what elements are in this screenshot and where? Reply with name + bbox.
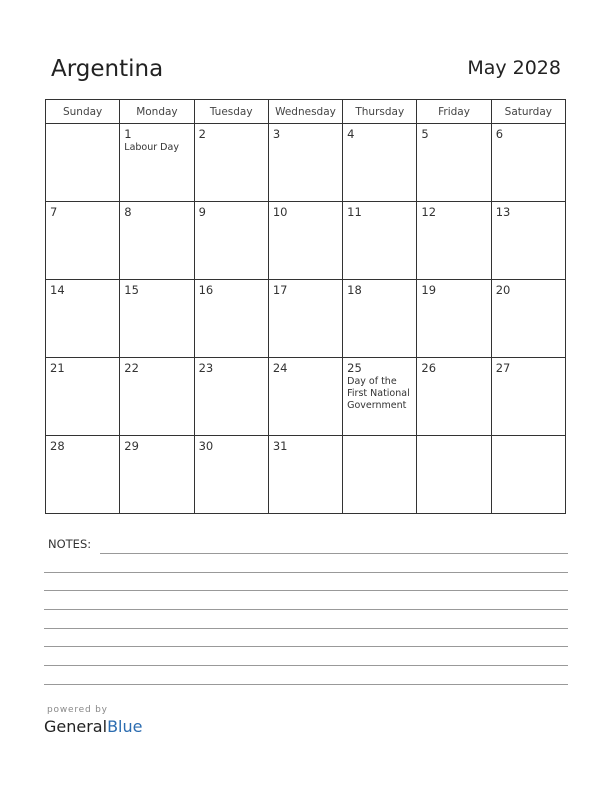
day-number: 28: [50, 439, 65, 453]
day-cell: [46, 436, 120, 514]
notes-line: [44, 665, 568, 666]
day-number: 12: [421, 205, 437, 219]
day-number: 27: [495, 361, 511, 375]
day-cell: [46, 280, 120, 358]
day-number: 8: [124, 205, 132, 219]
day-number: 2: [198, 127, 206, 141]
week-row: [46, 124, 566, 202]
notes-line: [44, 590, 568, 591]
day-number: 14: [50, 283, 65, 297]
weekday-saturday: Saturday: [491, 100, 565, 124]
week-row: [46, 202, 566, 280]
holiday-label: Labour Day: [124, 142, 179, 153]
day-number: 5: [421, 127, 429, 141]
day-cell: [120, 202, 194, 280]
day-cell: [120, 358, 194, 436]
day-cell: [343, 436, 417, 514]
weekday-tuesday: Tuesday: [194, 100, 268, 124]
day-cell: [491, 280, 565, 358]
day-cell: [491, 436, 565, 514]
day-number: 22: [124, 361, 139, 375]
day-cell: [491, 358, 565, 436]
day-number: 7: [50, 205, 58, 219]
notes-line: [100, 553, 568, 554]
day-cell: [46, 358, 120, 436]
day-number: 17: [272, 283, 288, 297]
day-number: 26: [421, 361, 437, 375]
day-number: 1: [124, 127, 132, 141]
brand-general-text: General: [44, 717, 108, 736]
notes-line: [44, 628, 568, 629]
day-cell: [417, 124, 491, 202]
day-cell: [343, 124, 417, 202]
day-cell: [194, 280, 268, 358]
day-number: 25: [347, 361, 362, 375]
week-row: [46, 358, 566, 436]
day-number: 24: [272, 361, 288, 375]
day-cell: [417, 358, 491, 436]
day-cell: [268, 202, 342, 280]
day-number: 6: [495, 127, 504, 141]
day-number: 29: [124, 439, 139, 453]
day-number: 4: [347, 127, 355, 141]
day-cell: [417, 280, 491, 358]
day-cell: [46, 124, 120, 202]
day-cell: [120, 280, 194, 358]
brand-blue-text: Blue: [107, 717, 143, 736]
weekday-header-row: [46, 100, 566, 124]
weekday-friday: Friday: [417, 100, 491, 124]
week-row: [46, 280, 566, 358]
day-cell: [491, 202, 565, 280]
holiday-label: Day of the First National Government: [347, 376, 410, 411]
day-cell: [194, 202, 268, 280]
day-cell: [343, 202, 417, 280]
generalblue-logo: [44, 717, 142, 736]
weekday-sunday: Sunday: [46, 100, 120, 124]
day-cell: [268, 124, 342, 202]
month-year-title: May 2028: [467, 57, 561, 79]
day-cell: [194, 124, 268, 202]
day-cell: [343, 358, 417, 436]
day-number: 30: [198, 439, 214, 453]
day-cell: [194, 358, 268, 436]
notes-line: [44, 684, 568, 685]
weekday-thursday: Thursday: [343, 100, 417, 124]
weekday-wednesday: Wednesday: [268, 100, 342, 124]
day-number: 9: [198, 205, 206, 219]
day-cell: [268, 436, 342, 514]
notes-line: [44, 609, 568, 610]
powered-by-text: powered by: [47, 705, 108, 715]
day-number: 20: [495, 283, 511, 297]
weekday-monday: Monday: [120, 100, 194, 124]
day-cell: [46, 202, 120, 280]
week-row: [46, 436, 566, 514]
notes-label: NOTES:: [48, 537, 92, 551]
notes-line: [44, 646, 568, 647]
day-number: 21: [50, 361, 65, 375]
day-cell: [120, 436, 194, 514]
country-title: Argentina: [51, 56, 164, 82]
day-number: 18: [347, 283, 362, 297]
day-number: 11: [347, 205, 362, 219]
day-cell: [417, 436, 491, 514]
calendar-grid: [45, 99, 566, 514]
day-number: 13: [495, 205, 511, 219]
day-cell: [343, 280, 417, 358]
day-number: 15: [124, 283, 139, 297]
day-number: 31: [272, 439, 288, 453]
day-number: 16: [198, 283, 214, 297]
day-number: 3: [272, 127, 281, 141]
day-number: 19: [421, 283, 437, 297]
day-cell: [268, 280, 342, 358]
day-cell: [120, 124, 194, 202]
day-cell: [491, 124, 565, 202]
day-number: 10: [272, 205, 288, 219]
day-number: 23: [198, 361, 214, 375]
day-cell: [194, 436, 268, 514]
day-cell: [417, 202, 491, 280]
day-cell: [268, 358, 342, 436]
notes-line: [44, 572, 568, 573]
